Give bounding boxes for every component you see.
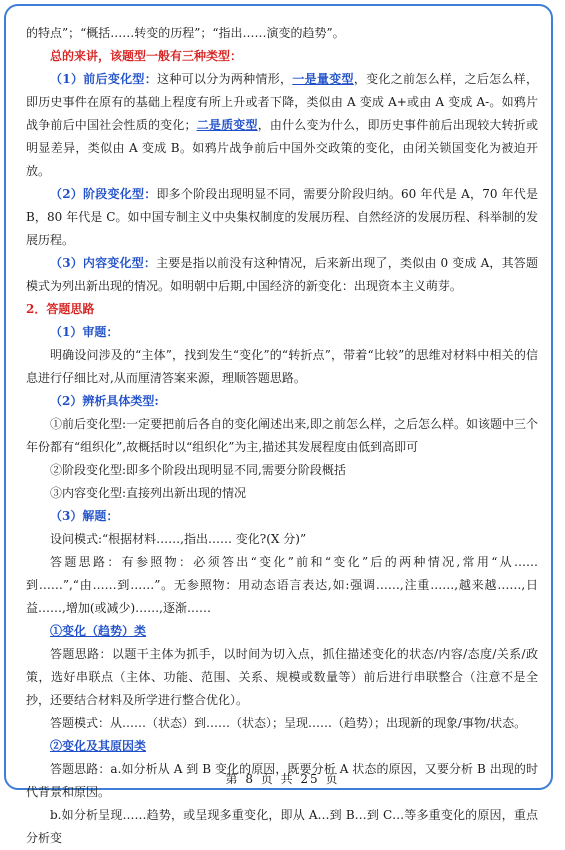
type-3-heading: （3）内容变化型： bbox=[50, 256, 157, 270]
document-body bbox=[26, 22, 538, 850]
change-trend-pattern: 答题模式：从……（状态）到……（状态）；呈现……（趋势）；出现新的现象/事物/状态。 bbox=[50, 716, 527, 730]
change-cause-approach-a: 答题思路：a.如分析从 A 到 B 变化的原因，既要分析 A 状态的原因，又要分析 B 出现的时代背景和原因。 bbox=[26, 762, 538, 799]
page-number: 第 8 页 共 25 页 bbox=[225, 772, 340, 786]
subheading-solve: （3）解题： bbox=[50, 509, 119, 523]
answer-approach: 答题思路：有参照物：必须答出“变化”前和“变化”后的两种情况,常用“从……到……”,“由……到……”。无参照物：用动态语言表达,如:强调……,注重……,越来越……,日益……,增加(或减少)……,逐渐…… bbox=[26, 555, 538, 615]
type-2-paragraph: （2）阶段变化型：即多个阶段出现明显不同，需要分阶段归纳。60 年代是 A，70 年代是 B，80 年代是 C。如中国专制主义中央集权制度的发展历程、自然经济的发展历程、科举制的发展历程。 bbox=[26, 187, 538, 247]
subheading-change-cause: ②变化及其原因类 bbox=[50, 739, 147, 753]
identify-item-2: ②阶段变化型:即多个阶段出现明显不同,需要分阶段概括 bbox=[50, 463, 346, 477]
subheading-change-trend: ①变化（趋势）类 bbox=[50, 624, 147, 638]
type-3-paragraph: （3）内容变化型：主要是指以前没有这种情况，后来新出现了，类似由 0 变成 A，其答题模式为列出新出现的情况。如明朝中后期,中国经济的新变化：出现资本主义萌芽。 bbox=[26, 256, 538, 293]
paragraph-continued: 的特点”；“概括……转变的历程”；“指出……演变的趋势”。 bbox=[26, 26, 345, 40]
qualitative-change-term: 二是质变型 bbox=[196, 118, 258, 132]
section-2-heading: 2．答题思路 bbox=[26, 302, 95, 316]
type-1-heading: （1）前后变化型： bbox=[50, 72, 158, 86]
subheading-review: （1）审题： bbox=[50, 325, 119, 339]
subheading-identify-type: （2）辨析具体类型: bbox=[50, 394, 159, 408]
review-paragraph: 明确设问涉及的“主体”，找到发生“变化”的“转折点”，带着“比较”的思维对材料中相关的信息进行仔细比对,从而厘清答案来源，理顺答题思路。 bbox=[26, 348, 538, 385]
type-2-heading: （2）阶段变化型： bbox=[50, 187, 157, 201]
change-cause-approach-b: b.如分析呈现……趋势，或呈现多重变化，即从 A…到 B…到 C…等多重变化的原因，重点分析变 bbox=[26, 808, 538, 845]
quantitative-change-term: 一是量变型 bbox=[292, 72, 354, 86]
type-1-paragraph: （1）前后变化型：这种可以分为两种情形，一是量变型，变化之前怎么样，之后怎么样，即历史事件在原有的基础上程度有所上升或者下降，类似由 A 变成 A+或由 A 变成 A-。如鸦片战争前后中国社会性质的变化；二是质变型，由什么变为什么，即历史事件前后出现较大转折或明显差异，类似由 A 变成 B。如鸦片战争前后中国外交政策的变化，由闭关锁国变化为被迫开放。 bbox=[26, 72, 538, 178]
question-pattern: 设问模式:“根据材料……,指出…… 变化?(X 分)” bbox=[50, 532, 307, 546]
identify-item-1: ①前后变化型:一定要把前后各自的变化阐述出来,即之前怎么样，之后怎么样。如该题中三个年份都有“组织化”,故概括时以“组织化”为主,描述其发展程度由低到高即可 bbox=[26, 417, 538, 454]
identify-item-3: ③内容变化型:直接列出新出现的情况 bbox=[50, 486, 247, 500]
change-trend-approach: 答题思路：以题干主体为抓手，以时间为切入点，抓住描述变化的状态/内容/态度/关系/政策，选好串联点（主体、功能、范围、关系、规模或数量等）前后进行串联整合（注意不是全抄，还要结合材料及所学进行整合优化）。 bbox=[26, 647, 538, 707]
summary-heading: 总的来讲，该题型一般有三种类型： bbox=[50, 49, 243, 63]
